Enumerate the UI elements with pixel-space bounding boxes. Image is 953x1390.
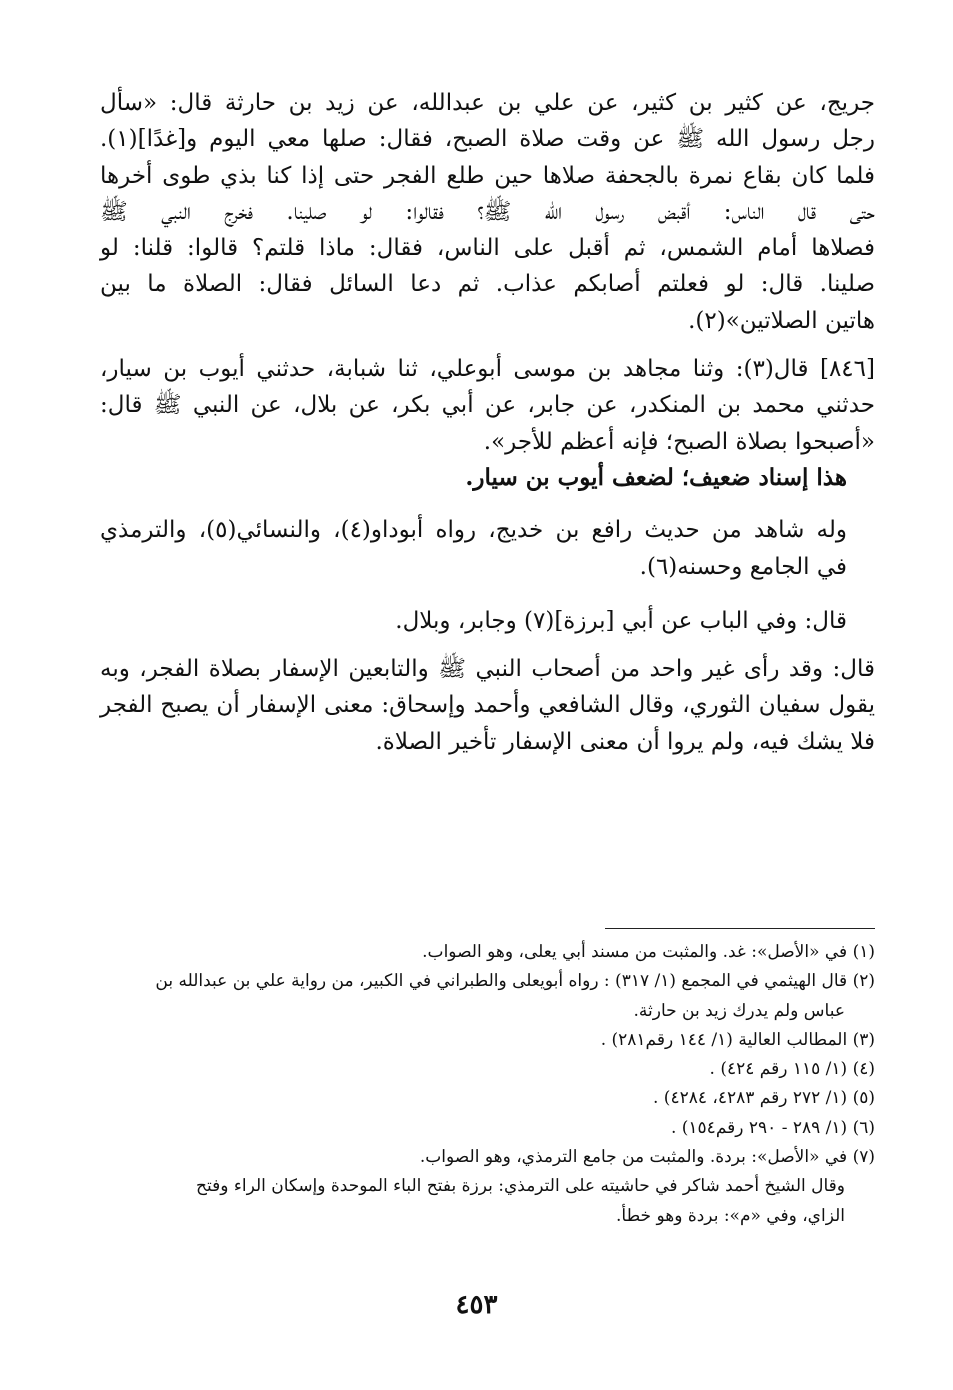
main-text bbox=[100, 85, 875, 760]
text-line: فصلاها أمام الشمس، ثم أقبل على الناس، فقال: ماذا قلتم؟ قالوا: قلنا: لو bbox=[100, 235, 875, 262]
text-line: فلما كان بقاع نمرة بالجحفة صلاها حين طلع الفجر حتى إذا كنا بذي طوى أخرها bbox=[100, 162, 875, 189]
text-line: هاتين الصلاتين»(٢). bbox=[688, 307, 875, 334]
text-line: [٨٤٦] قال(٣): وثنا مجاهد بن موسى أبوعلي، ثنا شبابة، حدثني أيوب بن سيار، bbox=[100, 356, 875, 383]
text-line: حدثني محمد بن المنكدر، عن جابر، عن أبي بكر، عن بلال، عن النبي ﷺ قال: bbox=[100, 392, 875, 419]
chapter-note-paragraph bbox=[100, 603, 875, 639]
text-line: يقول سفيان الثوري، وقال الشافعي وأحمد وإسحاق: معنى الإسفار أن يصبح الفجر bbox=[100, 692, 875, 719]
hadith-paragraph-846 bbox=[100, 351, 875, 460]
witness-paragraph bbox=[100, 512, 875, 585]
footnote: (٣) المطالب العالية (١/ ١٤٤ رقم٢٨١) . bbox=[600, 1029, 875, 1050]
text-line: فلا يشك فيه، ولم يروا أن معنى الإسفار تأخير الصلاة. bbox=[375, 728, 875, 755]
footnote: (٤) (١/ ١١٥ رقم ٤٢٤) . bbox=[709, 1059, 875, 1080]
text-line: قال: وقد رأى غير واحد من أصحاب النبي ﷺ والتابعين الإسفار بصلاة الفجر، وبه bbox=[100, 656, 875, 683]
footnote: (٥) (١/ ٢٧٢ رقم ٤٢٨٣، ٤٢٨٤) . bbox=[652, 1088, 875, 1109]
footnote: (١) في «الأصل»: غد. والمثبت من مسند أبي يعلى، وهو الصواب. bbox=[422, 942, 875, 962]
text-line: جريج، عن كثير بن كثير، عن علي بن عبدالله، عن زيد بن حارثة قال: «سأل bbox=[100, 90, 875, 116]
hadith-paragraph-1 bbox=[100, 85, 875, 339]
commentary-paragraph bbox=[100, 651, 875, 760]
footnote-continuation: الزاي، وفي «م»: بردة وهو خطأ. bbox=[616, 1205, 845, 1226]
text-line: صلينا. قال: لو فعلتم أصابكم عذاب. ثم دعا السائل فقال: الصلاة ما بين bbox=[100, 271, 875, 298]
text-line: «أصبحوا بصلاة الصبح؛ فإنه أعظم للأجر». bbox=[483, 428, 875, 455]
footnote-separator bbox=[605, 928, 875, 929]
footnote: (٦) (١/ ٢٨٩ - ٢٩٠ رقم١٥٤) . bbox=[670, 1117, 875, 1138]
footnote-list bbox=[100, 938, 875, 1231]
text-line: حتى قال الناس: أقبض رسول الله ﷺ؟ فقالوا: لو صلينا. فخرج النبي ﷺ bbox=[100, 198, 875, 225]
text-line: قال: وفي الباب عن أبي [برزة](٧) وجابر، وبلال. bbox=[395, 607, 847, 634]
text-line: وله شاهد من حديث رافع بن خديج، رواه أبوداو(٤)، والنسائي(٥)، والترمذي bbox=[100, 517, 847, 544]
text-line: رجل رسول الله ﷺ عن وقت صلاة الصبح، فقال: صلها معي اليوم و[غدًا](١). bbox=[100, 126, 875, 153]
text-line: في الجامع وحسنه(٦). bbox=[639, 553, 847, 580]
footnote: (٢) قال الهيثمي في المجمع (١/ ٣١٧) : رواه أبويعلى والطبراني في الكبير، من رواية علي بن عبدالله بن bbox=[155, 971, 875, 992]
footnote-continuation: عباس ولم يدرك زيد بن حارثة. bbox=[633, 1000, 845, 1021]
page-number: ٤٥٣ bbox=[455, 1290, 498, 1320]
isnad-grading bbox=[100, 460, 875, 496]
footnote-continuation: وقال الشيخ أحمد شاكر في حاشيته على الترمذي: برزة بفتح الباء الموحدة وإسكان الراء وفتح bbox=[196, 1176, 845, 1197]
grading-line: هذا إسناد ضعيف؛ لضعف أيوب بن سيار. bbox=[465, 463, 847, 491]
footnote: (٧) في «الأصل»: بردة. والمثبت من جامع الترمذي، وهو الصواب. bbox=[419, 1147, 875, 1168]
